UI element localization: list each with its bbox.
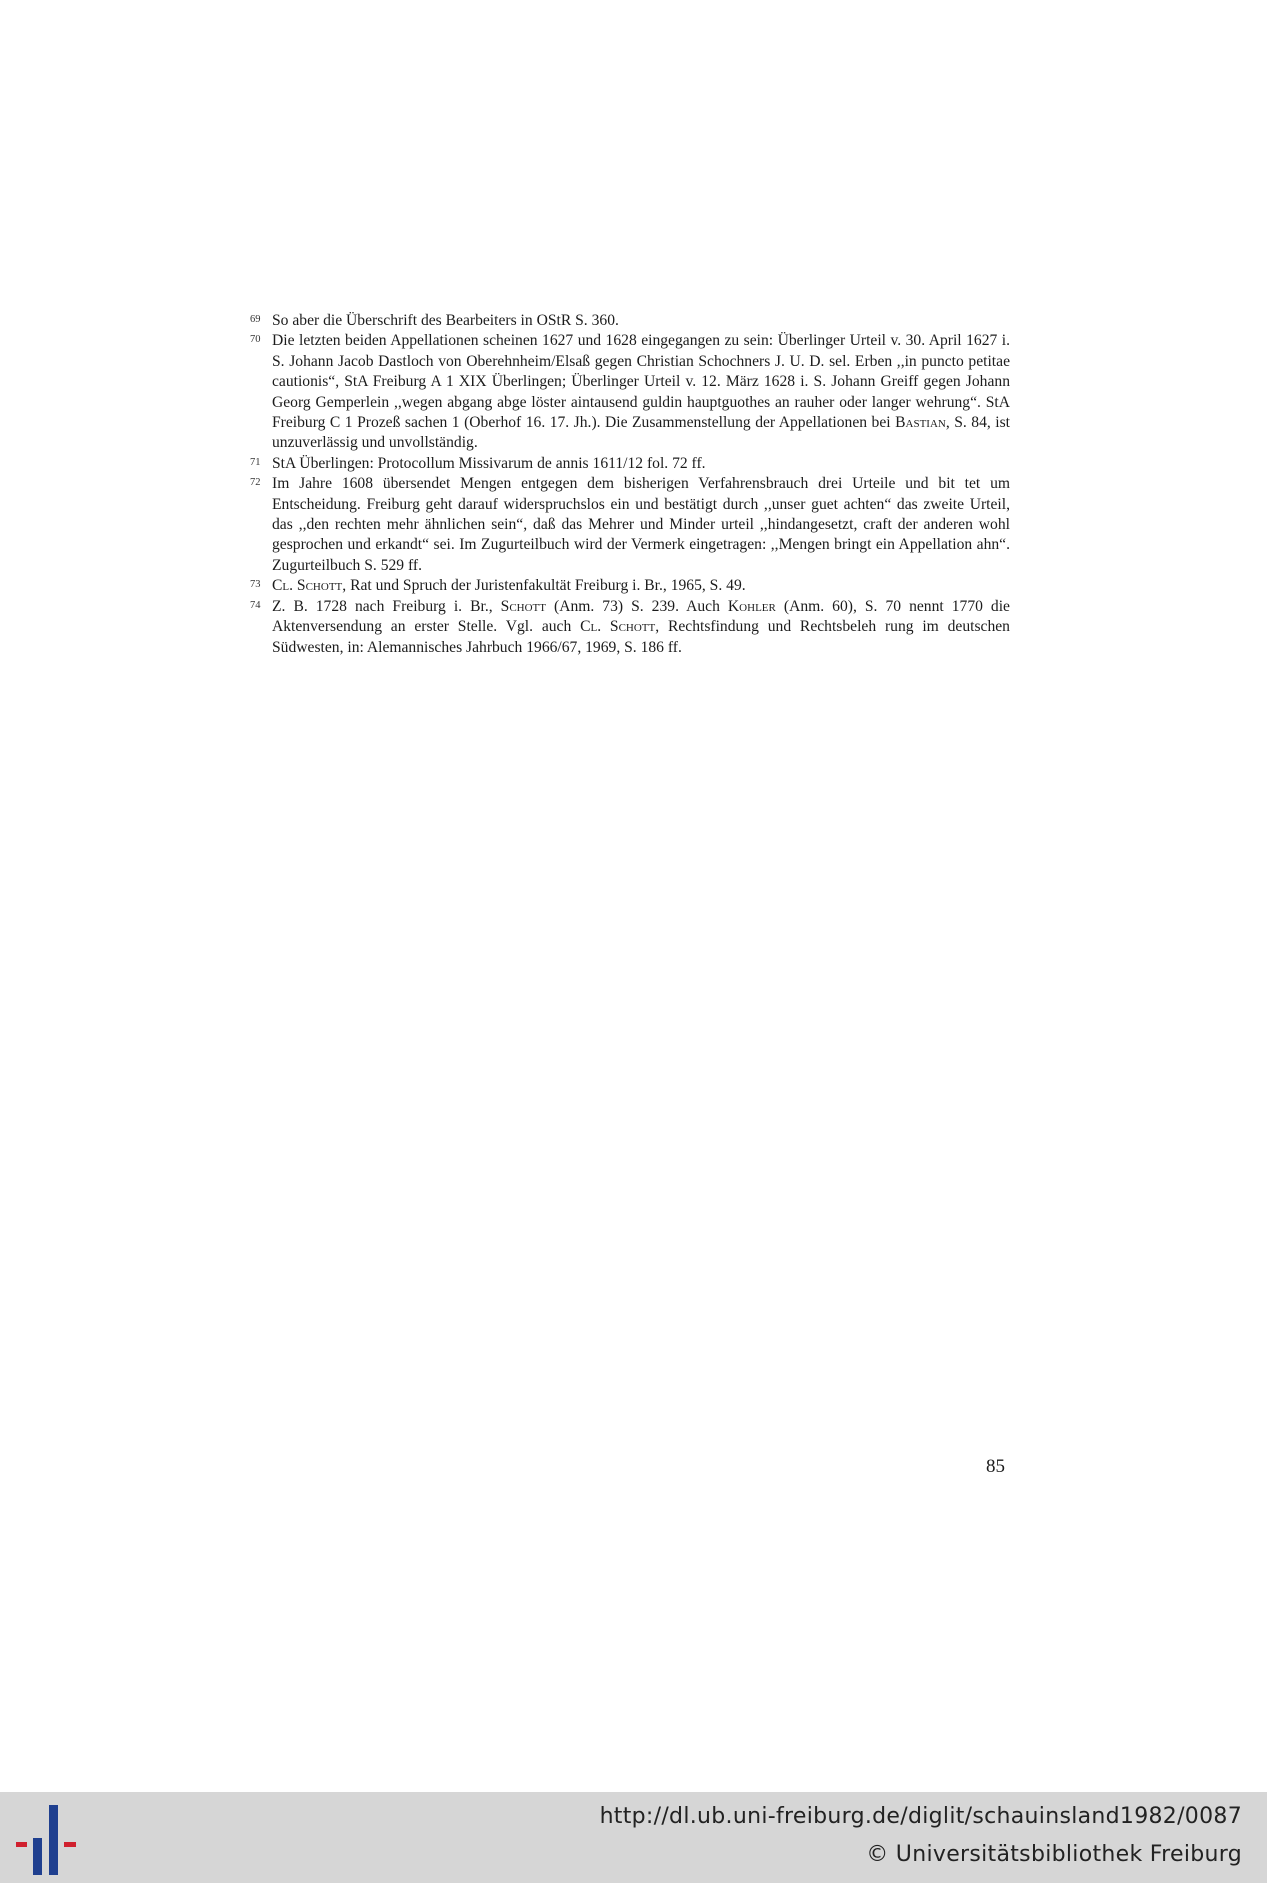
footnote-text: Die letzten beiden Appellationen scheinen 1627 und 1628 eingegangen zu sein: Überlinger Urteil v. 30. April 1627 i. S. Johann Jacob Dastloch von Oberehnheim/Elsaß gegen Christian Schochners J. U. D. sel. Erben ,,in puncto petitae cautionis“, StA Freiburg A 1 XIX Überlingen; Überlinger Urteil v. 12. März 1628 i. S. Johann Greiff gegen Johann Georg Gemperlein ,,wegen abgang abge löster aintausend guldin hauptguothes an rauher oder langer wehrung“. StA Freiburg C 1 Prozeß sachen 1 (Oberhof 16. 17. Jh.). Die Zusammenstellung der Appellationen bei bbox=[272, 332, 1010, 432]
footnote-number: 72 bbox=[250, 477, 261, 489]
footnote-72 bbox=[250, 474, 1010, 576]
footnote-74 bbox=[250, 597, 1010, 658]
author-name: Bastian bbox=[895, 414, 946, 432]
logo-bar-left bbox=[16, 1842, 27, 1847]
footnote-number: 74 bbox=[250, 599, 261, 611]
footnote-text: So aber die Überschrift des Bearbeiters in OStR S. 360. bbox=[272, 312, 619, 329]
footnote-text: (Anm. 60), S. 70 nennt 1770 die Aktenversendung an erster Stelle. Vgl. auch bbox=[272, 597, 1010, 636]
footnote-number: 70 bbox=[250, 334, 261, 346]
footnote-text: StA Überlingen: Protocollum Missivarum de annis 1611/12 fol. 72 ff. bbox=[272, 454, 706, 472]
footnote-text: , S. 84, ist unzuverlässig und unvollständig. bbox=[272, 414, 1011, 452]
author-name: Kohler bbox=[727, 597, 776, 615]
footnote-number: 71 bbox=[250, 456, 261, 468]
footnote-text: (Anm. 73) S. 239. Auch bbox=[545, 597, 728, 615]
footnote-number: 69 bbox=[250, 314, 261, 325]
footnote-71 bbox=[250, 454, 1010, 474]
footnote-73 bbox=[250, 576, 1010, 596]
footnote-text: , Rechtsfindung und Rechtsbeleh rung im deutschen Südwesten, in: Alemannisches Jahrbuch 1966/67, 1969, S. 186 ff. bbox=[272, 618, 1010, 656]
logo-bar-mid-left bbox=[33, 1838, 42, 1875]
footnote-number: 73 bbox=[250, 579, 261, 591]
logo-bar-mid-right bbox=[49, 1805, 58, 1875]
footnote-text: , Rat und Spruch der Juristenfakultät Freiburg i. Br., 1965, S. 49. bbox=[342, 577, 746, 595]
footnote-text: Z. B. 1728 nach Freiburg i. Br., bbox=[272, 597, 501, 615]
logo-bar-right bbox=[64, 1842, 76, 1847]
page-number: 85 bbox=[986, 1456, 1005, 1477]
footnote-69 bbox=[250, 311, 1010, 331]
library-logo-icon bbox=[16, 1805, 80, 1875]
author-name: Cl. Schott bbox=[580, 618, 656, 636]
footnote-70 bbox=[250, 331, 1010, 453]
footnotes-section bbox=[250, 311, 1010, 658]
footnote-text: Im Jahre 1608 übersendet Mengen entgegen dem bisherigen Verfahrensbrauch drei Urteile und bit tet um Entscheidung. Freiburg geht darauf widerspruchslos ein und bestätigt durch ,,unser guet achten“ das zweite Urteil, das ,,den rechten mehr ähnlichen sein“, daß das Mehrer und Minder urteil ,,hindangesetzt, craft der anderen wohl gesprochen und erkandt“ sei. Im Zugurteilbuch wird der Vermerk eingetragen: ,,Mengen bringt ein Appellation ahn“. Zugurteilbuch S. 529 ff. bbox=[272, 475, 1010, 574]
author-name: Schott bbox=[500, 597, 546, 615]
footer-url-link[interactable]: http://dl.ub.uni-freiburg.de/diglit/schauinsland1982/0087 bbox=[599, 1804, 1242, 1829]
author-name: Cl. Schott bbox=[272, 577, 343, 595]
footer-copyright: © Universitätsbibliothek Freiburg bbox=[866, 1842, 1242, 1867]
